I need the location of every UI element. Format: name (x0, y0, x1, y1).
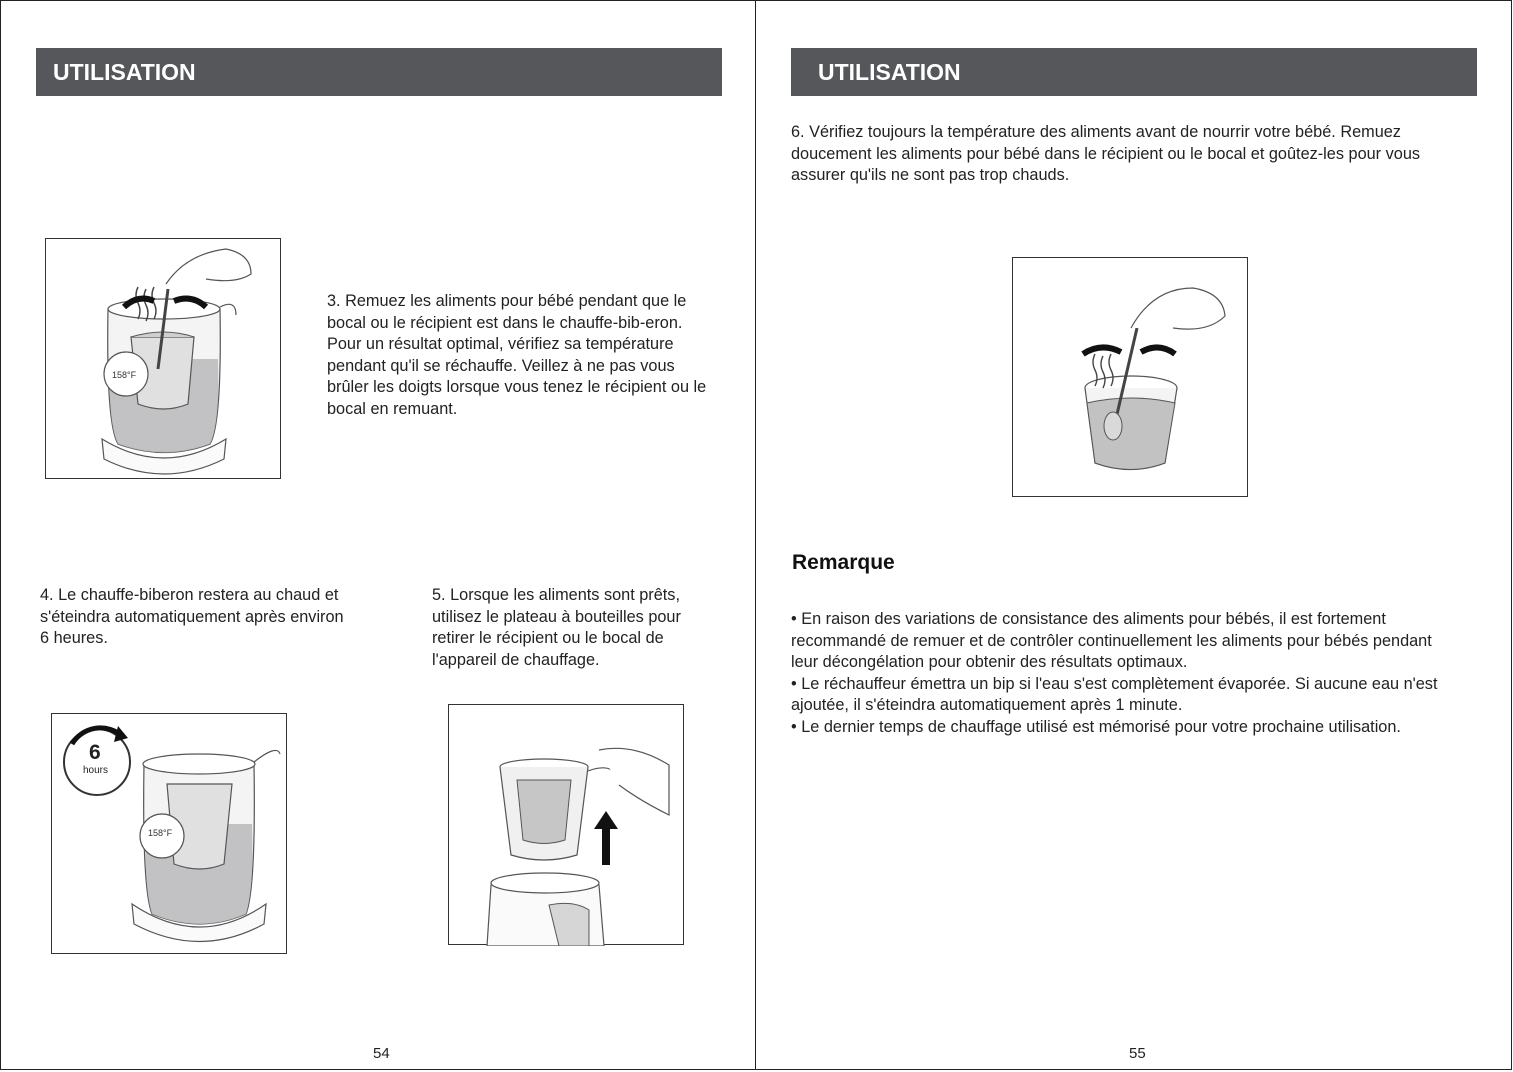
step-3-text: 3. Remuez les aliments pour bébé pendant que le bocal ou le récipient est dans le chauffe-bib-eron. Pour un résultat optimal, vérifiez sa température pendant qu'il se réchauffe. Veillez à ne pas vous brûler les doigts lorsque vous tenez le récipient ou le bocal en remuant. (327, 292, 707, 418)
section-header: UTILISATION (791, 48, 1477, 96)
page-number: 54 (373, 1045, 390, 1062)
left-page (0, 0, 756, 1070)
warmer-stir-illustration (46, 239, 282, 480)
note-item: • Le réchauffeur émettra un bip si l'eau s'est complètement évaporée. Si aucune eau n'est ajoutée, il s'éteindra automatiquement après 1 minute. (791, 674, 1438, 714)
note-item: • Le dernier temps de chauffage utilisé est mémorisé pour votre prochaine utilisation. (791, 717, 1401, 736)
figure-six-hour-timer (51, 713, 287, 954)
note-item: • En raison des variations de consistance des aliments pour bébés, il est fortement recommandé de remuer et de contrôler continuellement les aliments pour bébés pendant leur décongélation pour obtenir des résultats optimaux. (791, 610, 1432, 671)
figure-remove-tray (448, 704, 684, 945)
section-header: UTILISATION (36, 48, 722, 96)
step-5-text: 5. Lorsque les aliments sont prêts, utilisez le plateau à bouteilles pour retirer le récipient ou le bocal de l'appareil de chauffage. (432, 586, 681, 669)
right-page (755, 0, 1512, 1070)
step-4-text: 4. Le chauffe-biberon restera au chaud et s'éteindra automatiquement après environ 6 heures. (40, 586, 344, 647)
timer-unit: hours (83, 765, 109, 776)
timer-number: 6 (89, 741, 101, 764)
cup-stir-illustration (1013, 258, 1249, 498)
notes-list (791, 609, 1441, 738)
page-number: 55 (1129, 1045, 1146, 1062)
figure-stir-in-cup (1012, 257, 1248, 497)
note-title: Remarque (792, 551, 895, 574)
figure-stir-in-warmer (45, 238, 281, 479)
step-6-text: 6. Vérifiez toujours la température des aliments avant de nourrir votre bébé. Remuez doucement les aliments pour bébé dans le récipient ou le bocal et goûtez-les pour vous assurer qu'ils ne sont pas trop chauds. (791, 123, 1421, 184)
remove-tray-illustration (449, 705, 685, 946)
temperature-label: 158°F (112, 370, 137, 380)
temperature-label: 158°F (148, 828, 173, 838)
